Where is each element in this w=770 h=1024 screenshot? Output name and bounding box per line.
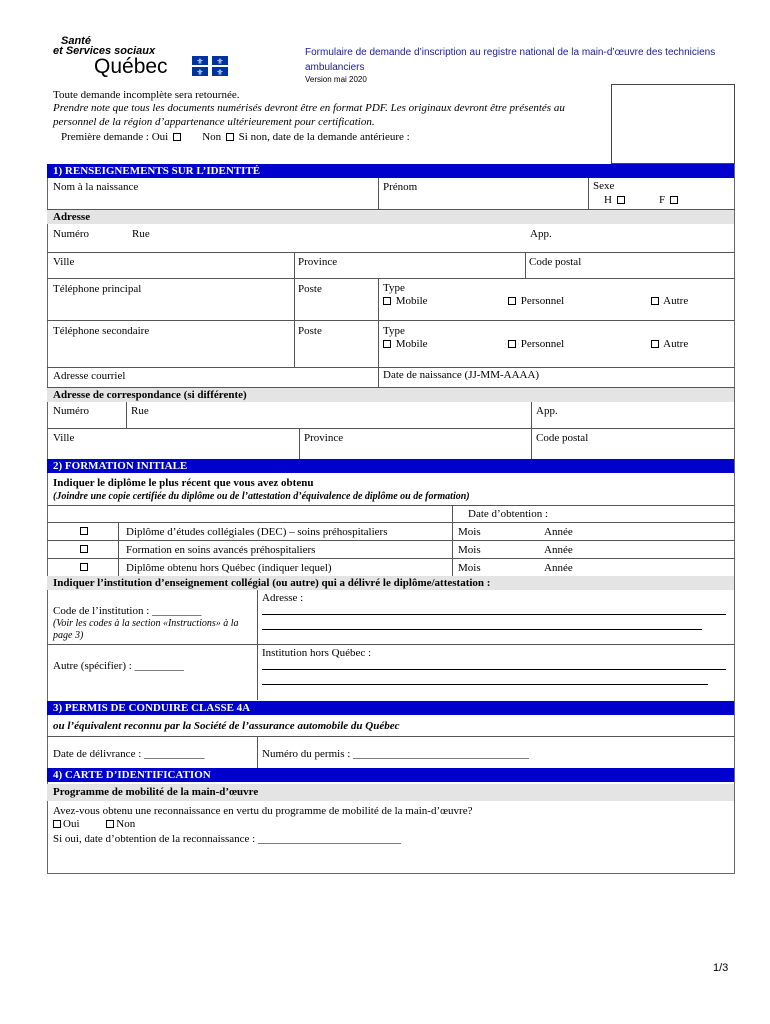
corr-postal-label: Code postal [536, 432, 589, 444]
mobility-no-checkbox[interactable] [106, 820, 114, 828]
outside-institution-label: Institution hors Québec : [262, 647, 372, 659]
address-header: Adresse [47, 210, 734, 224]
main-phone-mobile [381, 295, 428, 308]
institution-code-field[interactable]: Code de l’institution : _________ [53, 605, 202, 617]
svg-text:⚜: ⚜ [216, 57, 224, 66]
diploma-advanced-month: Mois [458, 544, 481, 556]
section2-header: 2) FORMATION INITIALE [47, 459, 734, 473]
mobility-date-tail: __________ [345, 833, 401, 845]
mobility-date-field[interactable] [53, 833, 401, 846]
pdf-note: Prendre note que tous les documents numérisés devront être en format PDF. Les originaux devront être présentés au personnel de la région d’appartenance ultérieurement pour certification. [53, 102, 565, 128]
main-phone-other-checkbox[interactable] [651, 297, 659, 305]
mobility-question: Avez-vous obtenu une reconnaissance en vertu du programme de mobilité de la main-d’œuvre? [53, 805, 473, 817]
mobility-answer-row [51, 818, 135, 831]
corr-number-label: Numéro [53, 405, 90, 417]
secondary-phone-label: Téléphone secondaire [53, 325, 150, 337]
sex-h-label: H [604, 194, 612, 206]
secondary-phone-other [649, 338, 688, 351]
date-obtained-label: Date d’obtention : [468, 508, 549, 520]
first-request-no-checkbox[interactable] [226, 133, 234, 141]
diploma-dec-label: Diplôme d’études collégiales (DEC) – soins préhospitaliers [126, 526, 388, 538]
first-request-yes-checkbox[interactable] [173, 133, 181, 141]
secondary-phone-other-label: Autre [663, 338, 689, 350]
institution-address-label: Adresse : [262, 592, 304, 604]
sex-h [604, 194, 627, 207]
secondary-phone-other-checkbox[interactable] [651, 340, 659, 348]
birth-date-label: Date de naissance (JJ-MM-AAAA) [383, 369, 540, 381]
form-version: Version mai 2020 [305, 75, 367, 84]
secondary-phone-personal-label: Personnel [520, 338, 565, 350]
diploma-outside-label: Diplôme obtenu hors Québec (indiquer lequel) [126, 562, 332, 574]
form-title: Formulaire de demande d’inscription au registre national de la main-d’œuvre des techniciens ambulanciers [305, 47, 716, 73]
permit-equivalent-note: ou l’équivalent reconnu par la Société de l’assurance automobile du Québec [53, 720, 400, 732]
main-phone-type-label: Type [383, 282, 405, 294]
main-phone-mobile-label: Mobile [395, 295, 428, 307]
corr-street-label: Rue [131, 405, 149, 417]
section4-header: 4) CARTE D’IDENTIFICATION [47, 768, 734, 782]
section3-header: 3) PERMIS DE CONDUIRE CLASSE 4A [47, 701, 734, 715]
secondary-phone-mobile-checkbox[interactable] [383, 340, 391, 348]
secondary-phone-mobile [381, 338, 428, 351]
street-label: Rue [132, 228, 150, 240]
page-number: 1/3 [713, 962, 729, 974]
previous-request-label: Si non, date de la demande antérieure : [238, 131, 410, 143]
first-request-label: Première demande : Oui [61, 131, 169, 143]
postal-label: Code postal [529, 256, 582, 268]
sex-f-checkbox[interactable] [670, 196, 678, 204]
diploma-advanced-year: Année [544, 544, 573, 556]
logo-text-quebec: Québec [94, 55, 168, 78]
section1-header: 1) RENSEIGNEMENTS SUR L’IDENTITÉ [47, 164, 734, 178]
main-phone-other-label: Autre [663, 295, 689, 307]
permit-issue-date-field[interactable]: Date de délivrance : ___________ [53, 748, 205, 760]
corr-city-label: Ville [53, 432, 75, 444]
city-label: Ville [53, 256, 75, 268]
diploma-outside-checkbox[interactable] [80, 563, 88, 571]
quebec-flag-icon [192, 56, 228, 76]
secondary-phone-mobile-label: Mobile [395, 338, 428, 350]
photo-box[interactable] [611, 84, 735, 164]
mobility-yes-label: Oui [63, 818, 80, 830]
sex-label: Sexe [593, 180, 615, 192]
diploma-indicate: Indiquer le diplôme le plus récent que vous avez obtenu [53, 477, 314, 489]
logo-text-services: et Services sociaux [53, 45, 156, 57]
first-name-label: Prénom [383, 181, 418, 193]
mobility-yes-checkbox[interactable] [53, 820, 61, 828]
diploma-outside-checkbox-wrap [78, 561, 90, 574]
mobility-date-label: Si oui, date d’obtention de la reconnaissance : ________________ [53, 833, 346, 845]
province-label: Province [298, 256, 338, 268]
corr-province-label: Province [304, 432, 344, 444]
mobility-header: Programme de mobilité de la main-d’œuvre [47, 784, 734, 801]
diploma-advanced-label: Formation en soins avancés préhospitaliers [126, 544, 316, 556]
diploma-dec-checkbox[interactable] [80, 527, 88, 535]
main-phone-personal-checkbox[interactable] [508, 297, 516, 305]
diploma-dec-checkbox-wrap [78, 525, 90, 538]
main-phone-ext-label: Poste [298, 283, 322, 295]
svg-text:⚜: ⚜ [196, 57, 204, 66]
incomplete-notice: Toute demande incomplète sera retournée. [53, 89, 240, 101]
main-phone-other [649, 295, 688, 308]
svg-text:⚜: ⚜ [216, 68, 224, 76]
main-phone-mobile-checkbox[interactable] [383, 297, 391, 305]
diploma-outside-year: Année [544, 562, 573, 574]
institution-header: Indiquer l’institution d’enseignement collégial (ou autre) qui a délivré le diplôme/attestation : [47, 576, 734, 590]
corr-address-header: Adresse de correspondance (si différente) [47, 388, 734, 402]
logo-text-sante: Santé [61, 35, 91, 47]
first-request-no-label: Non [202, 131, 222, 143]
secondary-phone-personal [506, 338, 564, 351]
apt-label: App. [530, 228, 552, 240]
sex-f [659, 194, 680, 207]
see-codes-note: (Voir les codes à la section «Instructions» à la page 3) [53, 618, 239, 641]
corr-apt-label: App. [536, 405, 558, 417]
diploma-dec-month: Mois [458, 526, 481, 538]
secondary-phone-ext-label: Poste [298, 325, 322, 337]
email-label: Adresse courriel [53, 370, 126, 382]
number-label: Numéro [53, 228, 90, 240]
main-phone-label: Téléphone principal [53, 283, 142, 295]
main-phone-personal-label: Personnel [520, 295, 565, 307]
svg-text:⚜: ⚜ [196, 68, 204, 76]
mobility-no-label: Non [116, 818, 136, 830]
sex-f-label: F [659, 194, 666, 206]
sex-h-checkbox[interactable] [617, 196, 625, 204]
first-request-row [61, 131, 410, 144]
diploma-dec-year: Année [544, 526, 573, 538]
diploma-advanced-checkbox[interactable] [80, 545, 88, 553]
permit-number-field[interactable]: Numéro du permis : ________________________________ [262, 748, 530, 760]
diploma-attach-note: (Joindre une copie certifiée du diplôme ou de l’attestation d’équivalence de diplôme ou de formation) [53, 491, 470, 502]
diploma-advanced-checkbox-wrap [78, 543, 90, 556]
diploma-outside-month: Mois [458, 562, 481, 574]
secondary-phone-type-label: Type [383, 325, 405, 337]
main-phone-personal [506, 295, 564, 308]
other-institution-field[interactable]: Autre (spécifier) : _________ [53, 660, 185, 672]
secondary-phone-personal-checkbox[interactable] [508, 340, 516, 348]
birth-name-label: Nom à la naissance [53, 181, 139, 193]
